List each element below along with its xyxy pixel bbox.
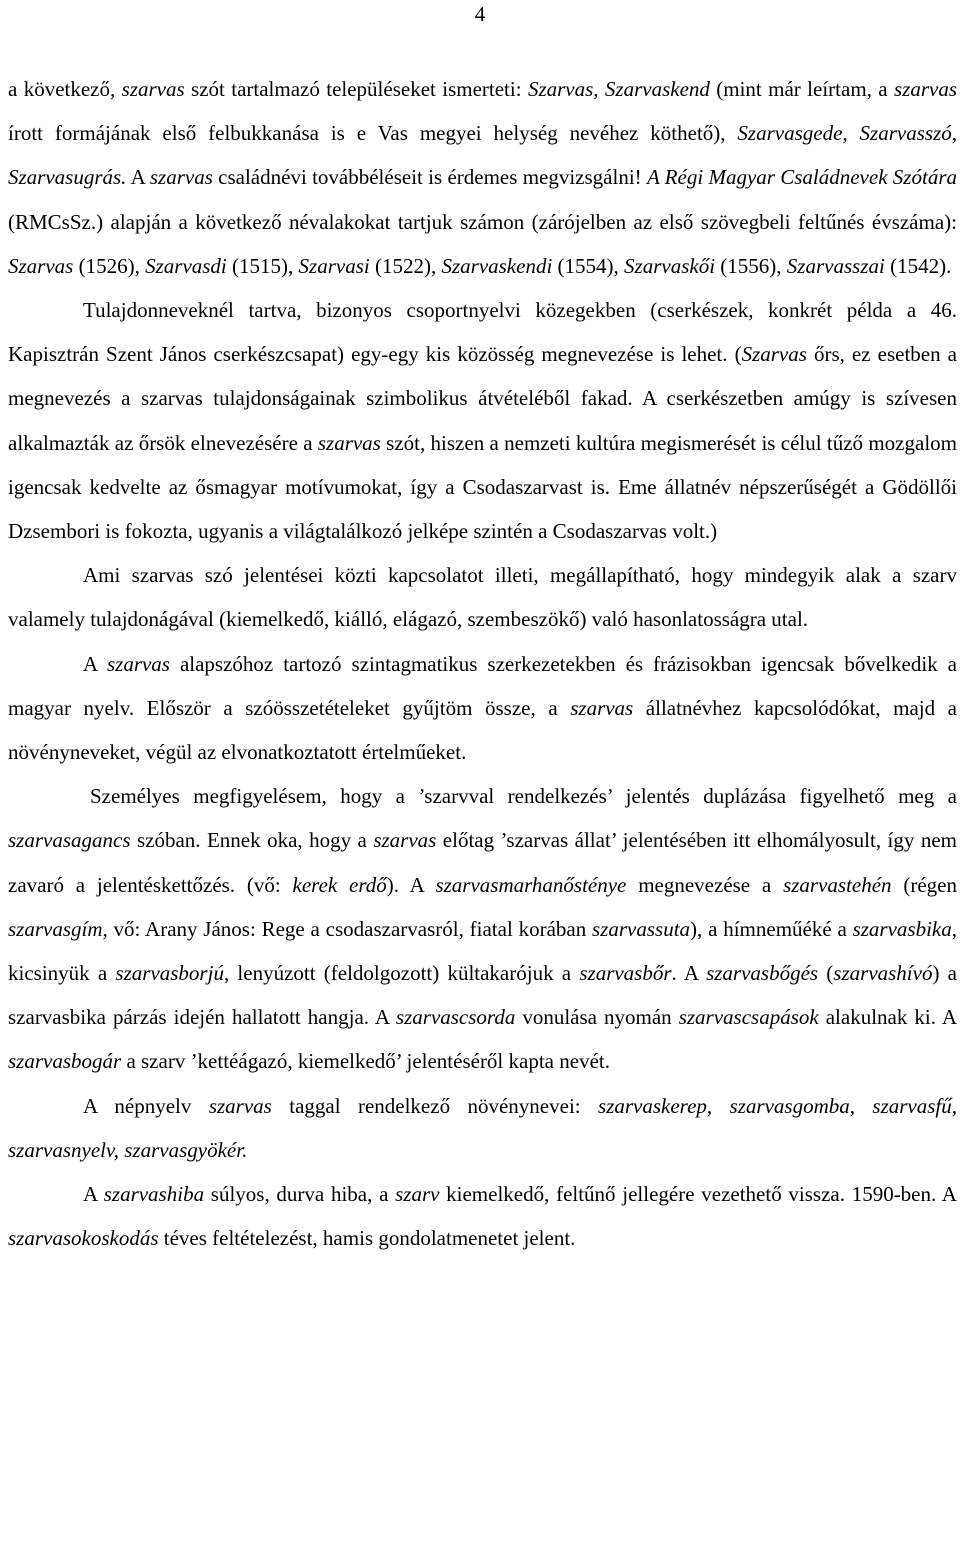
text-run: (régen <box>891 872 957 897</box>
text-run: A <box>83 1182 104 1207</box>
text-run: (1515), <box>226 253 299 278</box>
text-run: Személyes megfigyelésem, hogy a ’szarvval rendelkezés’ jelentés duplázása figyelhető meg a <box>90 784 957 809</box>
text-run: (1554), <box>552 253 625 278</box>
text-run: A <box>126 165 150 190</box>
text-run: kiemelkedő, feltűnő jellegére vezethető vissza. 1590-ben. A <box>439 1182 957 1207</box>
italic-term: szarvas <box>570 695 634 720</box>
italic-term: szarvasborjú <box>115 961 224 986</box>
paragraph-scouts <box>8 288 957 553</box>
text-run: megnevezése a <box>626 872 784 897</box>
italic-term: Szarvasgede, Szarvasszó, Szarvasugrás. <box>8 121 957 190</box>
italic-term: Szarvasi <box>298 253 370 278</box>
text-run: téves feltételezést, hamis gondolatmenetet jelent. <box>158 1226 576 1251</box>
italic-term: Szarvasdi <box>145 253 227 278</box>
text-run: A <box>83 651 107 676</box>
italic-term: szarvas <box>149 165 213 190</box>
italic-term: Szarvaskendi <box>441 253 553 278</box>
italic-term: szarvas <box>317 430 381 455</box>
text-run: , kicsinyük a <box>8 916 957 986</box>
text-run: súlyos, durva hiba, a <box>204 1182 396 1207</box>
italic-term: szarvashívó <box>833 961 933 986</box>
italic-term: szarvas <box>208 1093 272 1118</box>
page-number: 4 <box>474 2 486 26</box>
italic-term: szarvasbőr <box>579 961 672 986</box>
text-run: alakulnak ki. A <box>818 1005 957 1030</box>
italic-term: szarvascsorda <box>395 1005 516 1030</box>
paragraph-compounds-intro <box>8 642 957 775</box>
text-run: (1526), <box>73 253 146 278</box>
text-run: a következő, <box>8 77 122 101</box>
text-run: írott formájának első felbukkanása is e Vas megyei helység nevéhez köthető), <box>8 121 738 146</box>
italic-term: szarvasbika <box>852 916 952 941</box>
paragraph-settlements <box>8 67 957 288</box>
italic-term: szarvashiba <box>103 1182 205 1207</box>
text-run: ) a szarvasbika párzás idején hallatott hangja. A <box>8 961 957 1030</box>
italic-term: Szarvas <box>8 253 74 278</box>
italic-term: szarvas <box>373 828 437 853</box>
text-run: taggal rendelkező növénynevei: <box>271 1093 599 1118</box>
italic-term: Szarvas <box>741 342 807 367</box>
italic-term: szarvastehén <box>783 872 892 897</box>
paragraph-meanings <box>8 553 957 641</box>
text-run: szóban. Ennek oka, hogy a <box>130 828 374 853</box>
italic-term: szarv <box>395 1182 440 1207</box>
text-run: ), a hímneműéké a <box>690 916 853 941</box>
italic-term: szarvasagancs <box>8 828 131 853</box>
italic-term: szarvas <box>106 651 170 676</box>
text-run: állatnévhez kapcsolódókat, majd a növényneveket, végül az elvonatkoztatott értelműeket. <box>8 695 957 765</box>
italic-term: kerek erdő <box>292 872 387 897</box>
text-run: , lenyúzott (feldolgozott) kültakarójuk a <box>223 961 580 986</box>
italic-term: szarvas <box>893 77 957 101</box>
text-run: vonulása nyomán <box>515 1005 679 1030</box>
italic-term: Szarvaskői <box>624 253 716 278</box>
text-run: szót tartalmazó településeket ismerteti: <box>184 77 528 101</box>
italic-term: szarvas <box>121 77 185 101</box>
text-run: szót, hiszen a nemzeti kultúra megismerését is célul tűző mozgalom igencsak kedvelte az ősmagyar motívumokat, így a Csodaszarvast is. Eme állatnév népszerűségét a Gödöllői Dzsembori is fokozta, ugyanis a világtalálkozó jelképe szintén a Csodaszarvas volt.) <box>8 430 957 544</box>
text-run: (1522), <box>369 253 442 278</box>
paragraph-plant-names <box>8 1084 957 1172</box>
italic-term: szarvasmarhanősténye <box>435 872 627 897</box>
text-run: (1542). <box>884 253 952 278</box>
italic-term: A Régi Magyar Családnevek Szótára <box>646 165 957 190</box>
text-run: Tulajdonneveknél tartva, bizonyos csoportnyelvi közegekben (cserkészek, konkrét példa a 46. Kapisztrán Szent János cserkészcsapat) egy-egy kis közösség megnevezése is lehet. ( <box>8 298 957 367</box>
italic-term: szarvasgím <box>8 916 103 941</box>
text-run: (RMCsSz.) alapján a következő névalakokat tartjuk számon (zárójelben az első szövegbeli feltűnés évszáma): <box>8 209 957 234</box>
italic-term: szarvassuta <box>592 916 691 941</box>
paragraph-observation <box>8 774 957 1083</box>
italic-term: szarvasokoskodás <box>8 1226 159 1251</box>
italic-term: szarvascsapások <box>678 1005 819 1030</box>
text-run: , vő: Arany János: Rege a csodaszarvasról, fiatal korában <box>102 916 593 941</box>
text-run: ( <box>818 961 834 986</box>
text-run: ). A <box>386 872 436 897</box>
text-run: (mint már leírtam, a <box>709 77 894 101</box>
italic-term: Szarvasszai <box>786 253 885 278</box>
italic-term: szarvaskerep, szarvasgomba, szarvasfű, szarvasnyelv, szarvasgyökér. <box>8 1093 957 1162</box>
text-run: . A <box>671 961 707 986</box>
italic-term: szarvasbogár <box>8 1049 122 1074</box>
italic-term: Szarvas, Szarvaskend <box>527 77 710 101</box>
text-run: A népnyelv <box>83 1093 209 1118</box>
text-run: Ami szarvas szó jelentései közti kapcsolatot illeti, megállapítható, hogy mindegyik alak a szarv valamely tulajdonágával (kiemelkedő, kiálló, elágazó, szembeszökő) való hasonlatosságra utal. <box>8 563 957 632</box>
text-run: (1556), <box>715 253 787 278</box>
text-run: családnévi továbbéléseit is érdemes megvizsgálni! <box>212 165 647 190</box>
italic-term: szarvasbőgés <box>706 961 819 986</box>
text-run: előtag ’szarvas állat’ jelentésében itt elhomályosult, így nem zavaró a jelentéskettőzés. (vő: <box>8 828 957 897</box>
paragraph-abstract-meanings <box>8 1172 957 1260</box>
document-body <box>8 67 957 1260</box>
text-run: őrs, ez esetben a megnevezés a szarvas tulajdonságainak szimbolikus átvételéből fakad. A cserkészetben amúgy is szívesen alkalmazták az őrsök elnevezésére a <box>8 342 957 455</box>
text-run: a szarv ’kettéágazó, kiemelkedő’ jelentéséről kapta nevét. <box>121 1049 610 1074</box>
text-run: alapszóhoz tartozó szintagmatikus szerkezetekben és frázisokban igencsak bővelkedik a magyar nyelv. Először a szóösszetételeket gyűjtöm össze, a <box>8 651 957 720</box>
